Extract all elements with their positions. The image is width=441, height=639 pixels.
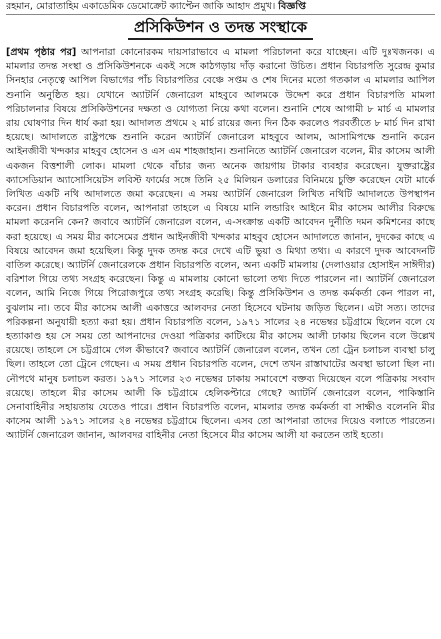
headline-container — [0, 16, 441, 42]
previous-article-fragment — [6, 0, 435, 15]
article-body — [6, 46, 435, 635]
article-headline: প্রসিকিউশন ও তদন্ত সংস্থাকে — [128, 16, 313, 40]
article-body-text: আপনারা কোনোরকম দায়সারাভাবে এ মামলা পরিচালনা করে যাচ্ছেন। এটি দুঃখজনক। এ মামলার তদন্ত সংস্থা ও প্রসিকিউশনকে একই সঙ্গে কাঠগড়ায় দাঁড় করানো উচিত। প্রধান বিচারপতি সুরেন্দ্র কুমার সিনহার নেতৃত্বে আপিল বিভাগের পাঁচ বিচারপতির বেঞ্চে সপ্তম ও শেষ দিনের মতো গতকাল এ মামলার আপিল শুনানি অনুষ্ঠিত হয়। যেখানে অ্যাটর্নি জেনারেল মাহবুবে আলমকে উদ্দেশ করে প্রধান বিচারপতি মামলা পরিচালনার বিষয়ে প্রসিকিউশনের দক্ষতা ও যোগ্যতা নিয়ে কথা বলেন। শুনানি শেষে আগামী ৮ মার্চ এ মামলার রায় ঘোষণার দিন ধার্য করা হয়। আদালত প্রথমে ২ মার্চ রায়ের জন্য দিন ঠিক করলেও পরবর্তীতে ৮ মার্চ দিন রাখা হয়েছে। আদালতে রাষ্ট্রপক্ষে শুনানি করেন অ্যাটর্নি জেনারেল মাহবুবে আলম, আসামিপক্ষে শুনানি করেন আইনজীবী খন্দকার মাহবুব হোসেন ও এস এম শাহজাহান। শুনানিতে অ্যাটর্নি জেনারেল বলেন, মীর কাসেম আলী একজন বিত্তশালী লোক। মামলা থেকে বাঁচার জন্য অনেক জায়গায় টাকার ব্যবহার করেছেন। যুক্তরাষ্ট্রের ক্যাসেডিয়ান অ্যাসোসিয়েটস লবিস্ট ফার্মের সঙ্গে তিনি ২৫ মিলিয়ন ডলারের বিনিময়ে চুক্তি করেছেন যেটা মার্কে লিখিত একটি নথি আদালতে জমা করেছেন। এ সময় অ্যাটর্নি জেনারেল লিখিত নথিটি আদালতে উপস্থাপন করেন। প্রধান বিচারপতি বলেন, আপনারা তাহলে এ বিষয়ে মানি লন্ডারিং আইনে মীর কাসেম আলীর বিরুদ্ধে মামলা করেননি কেন? জবাবে অ্যাটর্নি জেনারেল বলেন, এ-সংক্রান্ত একটি আবেদন দুর্নীতি দমন কমিশনের কাছে করা হয়েছে। এ সময় মীর কাসেমের প্রধান আইনজীবী খন্দকার মাহবুব হোসেন আদালতে জানান, দুদকের কাছে এ বিষয়ে আবেদন জমা হয়েছিল। কিন্তু দুদক তদন্ত করে দেখে এটি ভুয়া ও মিথ্যা তথ্য। এ কারণে দুদক আবেদনটি বাতিল করেছে। অ্যাটর্নি জেনারেলকে প্রধান বিচারপতি বলেন, অন্য একটি মামলায় (দেলাওয়ার হোসাইন সাঈদীর) বরিশাল গিয়ে তথ্য সংগ্রহ করেছেন। কিন্তু এ মামলায় কোনো ভালো তথ্য দিতে পারলেন না। অ্যাটর্নি জেনারেল বলেন, আমি নিজে গিয়ে পিরোজপুরে তথ্য সংগ্রহ করেছি। কিন্তু প্রসিকিউশন ও তদন্ত কর্মকর্তা কেন পারল না, বুঝলাম না। তবে মীর কাসেম আলী একাত্তরে আলবদর নেতা হিসেবে ঘটনায় জড়িত ছিলেন। এটা সত্য। তাদের পরিকল্পনা অনুযায়ী হত্যা করা হয়। প্রধান বিচারপতি বলেন, ১৯৭১ সালের ২৪ নভেম্বর চট্টগ্রামে ছিলেন বলে যে হত্যাকাণ্ড হয় সে সময় তো আপনাদের দেওয়া পত্রিকার কাটিংয়ে মীর কাসেম আলী ঢাকায় ছিলেন বলে উল্লেখ রয়েছে। তাহলে সে চট্টগ্রামে গেল কীভাবে? জবাবে অ্যাটর্নি জেনারেল বলেন, তখন তো ট্রেন চলাচল ব্যবস্থা চালু ছিল। তাহলে তো ট্রেনে গেছেন। এ সময় প্রধান বিচারপতি বলেন, দেশে তখন রাস্তাঘাটের অবস্থা ভালো ছিল না। নৌপথে মানুষ চলাচল করত। ১৯৭১ সালের ২৩ নভেম্বর ঢাকায় সমাবেশে বক্তব্য দিয়েছেন বলে পত্রিকায় সংবাদ রয়েছে। তাহলে মীর কাসেম আলী কি চট্টগ্রামে হেলিকপ্টারে গেছে? অ্যাটর্নি জেনারেল বলেন, পাকিস্তানি সেনাবাহিনীর সহায়তায় যেতেও পারে। প্রধান বিচারপতি বলেন, মামলার তদন্ত কর্মকর্তা বা সাক্ষীও বলেননি মীর কাসেম আলী ১৯৭১ সালের ২৪ নভেম্বর চট্টগ্রামে ছিলেন। এসব তো আপনারা তাদের দিয়েও বলাতে পারতেন। অ্যাটর্নি জেনারেল জানান, আলবদর বাহিনীর নেতা হিসেবে মীর কাসেম আলী যা করতেন তাই হতো। — [6, 47, 435, 442]
continued-from-tag: [প্রথম পৃষ্ঠার পর] — [6, 47, 77, 58]
article-paragraph — [6, 46, 435, 444]
previous-article-text: রহমান, মোরাতাহিম একাডেমিক ডেমোক্রেট ক্যাপ্টেন জাকি আহাদ প্রমুখ। — [6, 1, 276, 12]
previous-article-tag: বিজ্ঞপ্তি — [278, 1, 306, 12]
